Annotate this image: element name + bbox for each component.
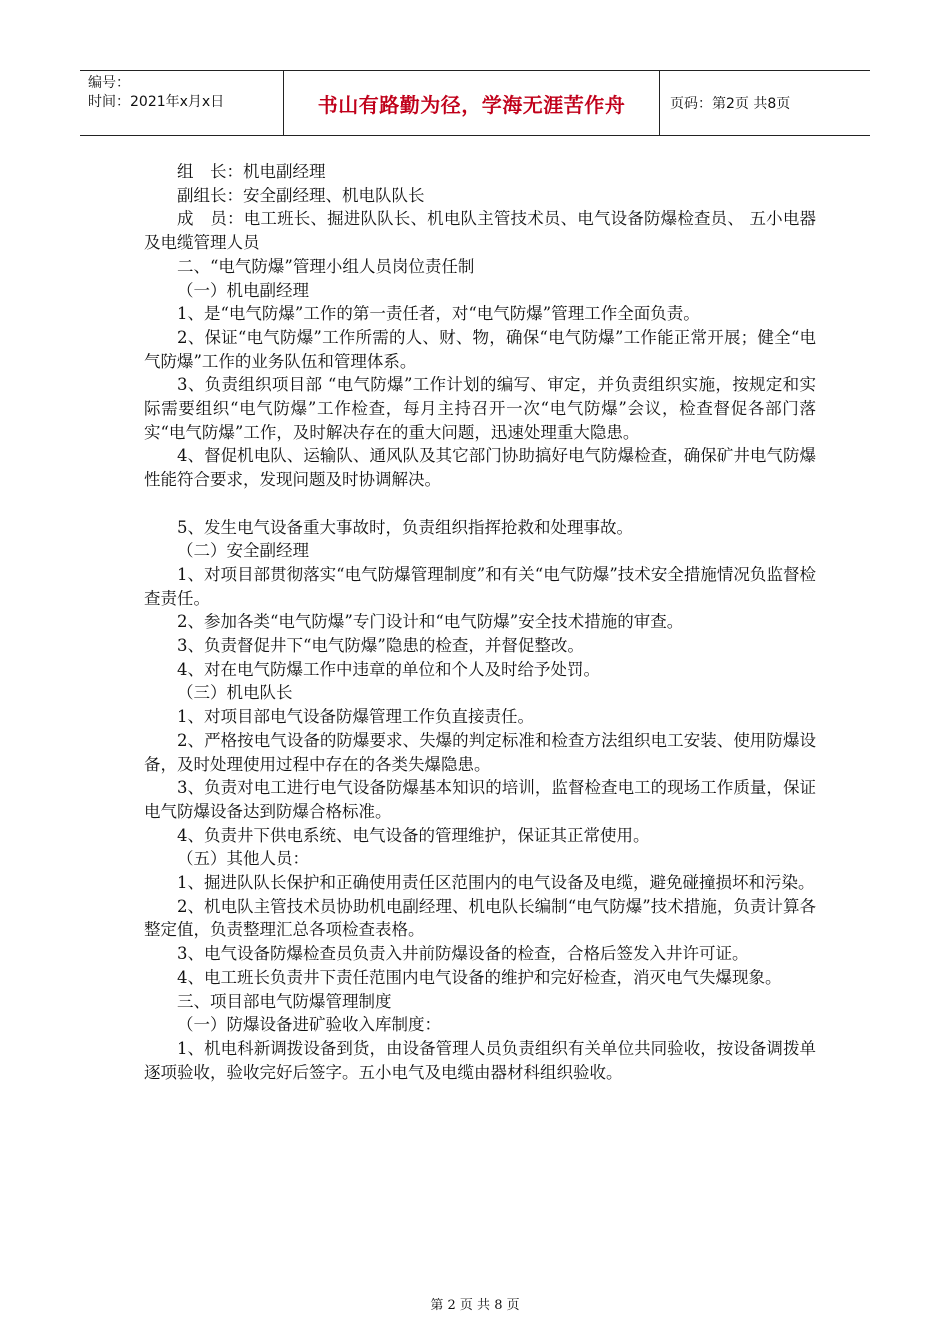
subsection-heading: （五）其他人员：: [177, 849, 309, 869]
section-heading: 三、项目部电气防爆管理制度: [177, 991, 392, 1011]
paragraph: 4、督促机电队、运输队、通风队及其它部门协助搞好电气防爆检查，确保矿井电气防爆性能符合要求，发现问题及时协调解决。: [144, 446, 816, 490]
header-motto: 书山有路勤为径，学海无涯苦作舟: [284, 71, 660, 135]
paragraph: 3、电气设备防爆检查员负责入井前防爆设备的检查，合格后签发入井许可证。: [177, 944, 749, 964]
paragraph: 成 员：电工班长、掘进队队长、机电队主管技术员、电气设备防爆检查员、 五小电器及电缆管理人员: [144, 209, 816, 253]
document-body: [144, 160, 816, 1084]
paragraph: 4、负责井下供电系统、电气设备的管理维护，保证其正常使用。: [177, 825, 650, 845]
paragraph: 5、发生电气设备重大事故时，负责组织指挥抢救和处理事故。: [177, 517, 633, 537]
paragraph: 1、对项目部贯彻落实“电气防爆管理制度”和有关“电气防爆”技术安全措施情况负监督检查责任。: [144, 564, 816, 608]
paragraph: 2、机电队主管技术员协助机电副经理、机电队长编制“电气防爆”技术措施，负责计算各整定值，负责整理汇总各项检查表格。: [144, 896, 816, 940]
paragraph: 3、负责督促井下“电气防爆”隐患的检查，并督促整改。: [177, 636, 584, 656]
paragraph: 3、负责组织项目部 “电气防爆”工作计划的编写、审定，并负责组织实施，按规定和实际需要组织“电气防爆”工作检查，每月主持召开一次“电气防爆”会议，检查督促各部门落实“电气防爆”工作，及时解决存在的重大问题，迅速处理重大隐患。: [144, 375, 816, 442]
section-heading: 二、“电气防爆”管理小组人员岗位责任制: [177, 256, 475, 276]
subsection-heading: （二）安全副经理: [177, 541, 309, 561]
subsection-heading: （三）机电队长: [177, 683, 293, 703]
paragraph: 1、是“电气防爆”工作的第一责任者，对“电气防爆”管理工作全面负责。: [177, 304, 700, 324]
paragraph: 组 长：机电副经理: [177, 162, 326, 181]
paragraph: 3、负责对电工进行电气设备防爆基本知识的培训，监督检查电工的现场工作质量，保证电气防爆设备达到防爆合格标准。: [144, 778, 816, 821]
document-number-label: 编号：: [88, 75, 130, 91]
paragraph: 4、对在电气防爆工作中违章的单位和个人及时给予处罚。: [177, 659, 600, 679]
header-page-info: 页码：第2页 共8页: [670, 96, 791, 112]
paragraph: 2、保证“电气防爆”工作所需的人、财、物，确保“电气防爆”工作能正常开展；健全“电气防爆”工作的业务队伍和管理体系。: [144, 327, 816, 371]
paragraph: 1、机电科新调拨设备到货，由设备管理人员负责组织有关单位共同验收，按设备调拨单逐项验收，验收完好后签字。五小电气及电缆由器材科组织验收。: [144, 1039, 816, 1082]
paragraph: 1、掘进队队长保护和正确使用责任区范围内的电气设备及电缆，避免碰撞损坏和污染。: [177, 873, 815, 893]
paragraph: 副组长：安全副经理、机电队队长: [177, 185, 425, 205]
paragraph: 1、对项目部电气设备防爆管理工作负直接责任。: [177, 707, 534, 727]
subsection-heading: （一）防爆设备进矿验收入库制度：: [177, 1015, 441, 1035]
page-footer: 第 2 页 共 8 页: [430, 1298, 520, 1313]
document-time-label: 时间：2021年x月x日: [88, 94, 225, 110]
header-table: [80, 70, 870, 136]
paragraph: 2、严格按电气设备的防爆要求、失爆的判定标准和检查方法组织电工安装、使用防爆设备，及时处理使用过程中存在的各类失爆隐患。: [144, 730, 816, 774]
subsection-heading: （一）机电副经理: [177, 280, 309, 300]
paragraph: 4、电工班长负责井下责任范围内电气设备的维护和完好检查，消灭电气失爆现象。: [177, 967, 782, 987]
paragraph: 2、参加各类“电气防爆”专门设计和“电气防爆”安全技术措施的审查。: [177, 612, 684, 632]
header-left-cell: [80, 71, 284, 135]
